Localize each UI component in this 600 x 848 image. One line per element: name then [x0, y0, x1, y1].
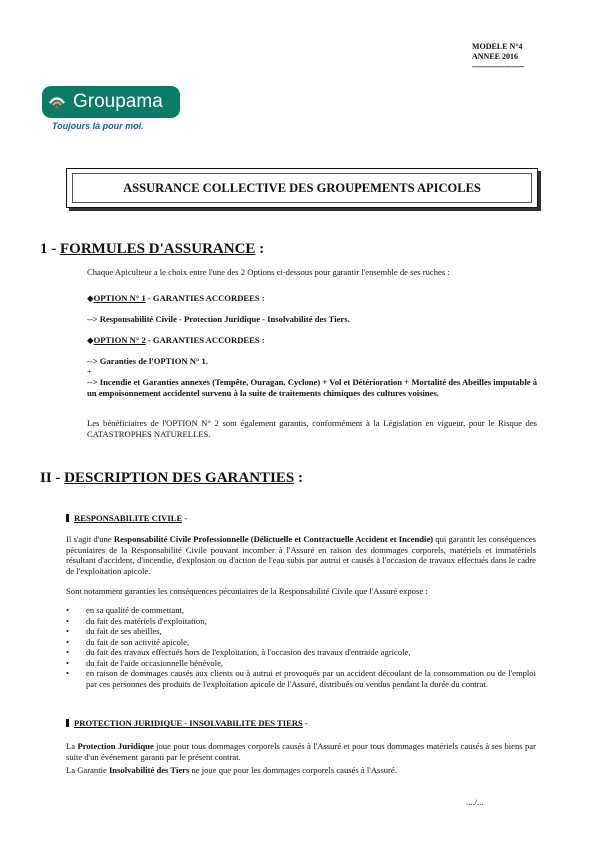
option-2-line-2: --> Incendie et Garanties annexes (Tempête, Ouragan, Cyclone) + Vol et Détérioration + Mortalité des Abeilles imputable à un empoisonnement accidentel survenu à la suite de traitements chimiques des cultures voisines. [87, 377, 537, 398]
section-2-title: DESCRIPTION DES GARANTIES [64, 470, 295, 486]
logo-badge [42, 86, 180, 118]
list-item-text: du fait de ses abeilles, [86, 626, 162, 636]
groupama-logo [42, 86, 180, 131]
pj-p1-end: joue pour tous dommages corporels causés à l'Assuré et pour tous dommages matériels causés à ses biens par suite d'un événement garanti par le présent contrat. [66, 741, 536, 762]
option-2-plus: + [87, 366, 92, 376]
option-1-coverage: --> Responsabilité Civile - Protection Juridique - Insolvabilité des Tiers. [87, 314, 350, 324]
rc-paragraph-1 [66, 534, 536, 576]
bullet-icon: • [66, 615, 70, 626]
section-2-number: II - [40, 470, 65, 486]
bullet-icon: • [66, 626, 70, 636]
option-1-rest: - GARANTIES ACCORDEES : [145, 293, 265, 303]
pj-subheading [66, 718, 308, 728]
continued-marker: ..../... [466, 797, 484, 807]
pj-p2-end: ne joue que pour les dommages corporels causés à l'Assuré. [189, 765, 397, 775]
square-bullet-icon [66, 514, 69, 522]
list-item-text: du fait de l'aide occasionnelle bénévole, [86, 657, 224, 668]
list-item-text: en raison de dommages causés aux clients ou à autrui et provoqués par un accident découlant de la consommation ou de l'emploi par ces personnes des produits de l'exploitation apicole de l'Assuré, distribués ou vendus pendant la durée du contrat. [86, 668, 536, 689]
list-item [66, 668, 536, 689]
option-1-diamond-icon: ◆ [87, 293, 94, 303]
list-item-text: du fait des travaux effectués hors de l'exploitation, à l'occasion des travaux d'entraide agricole, [86, 647, 411, 657]
section-1-colon: : [255, 241, 265, 257]
model-number: MODELE N°4 [472, 42, 523, 51]
option-2-line-1: --> Garanties de l'OPTION N° 1. [87, 356, 209, 366]
bullet-icon: • [66, 657, 70, 668]
rc-subheading [66, 513, 187, 523]
logo-tagline: Toujours là pour moi. [52, 121, 144, 131]
document-title: ASSURANCE COLLECTIVE DES GROUPEMENTS APICOLES [72, 173, 532, 203]
bullet-icon: • [66, 647, 70, 657]
list-item [66, 626, 536, 637]
list-item [66, 658, 536, 669]
option-2-label: OPTION N° 2 [93, 335, 146, 345]
rc-p1-end: qui garantit les conséquences pécuniaires de la Responsabilité Civile pouvant incomber à l'Assuré en raison des dommages corporels, matériels et immatériels résultant d'accident, d'incendie, d'explosion ou d'action de l'eau subis par autrui et causés à l'occasion de travaux effectués dans le cadre de l'exploitation apicole. [66, 534, 536, 576]
list-item [66, 647, 536, 658]
bullet-icon: • [66, 668, 70, 678]
title-frame [66, 168, 538, 208]
pj-p1-bold: Protection Juridique [77, 741, 154, 751]
section-2-heading [40, 470, 303, 487]
logo-name: Groupama [73, 91, 163, 112]
option-2-diamond-icon: ◆ [87, 335, 94, 345]
pj-p1-start: La [66, 741, 78, 751]
bullet-icon: • [66, 605, 70, 615]
model-year: ANNEE 2016 [472, 52, 519, 61]
list-item-text: en sa qualité de commettant, [86, 605, 185, 615]
rc-title: RESPONSABILITE CIVILE [74, 513, 183, 523]
option-1-label: OPTION N° 1 [93, 293, 146, 303]
rc-dash: - [182, 513, 188, 523]
list-item-text: du fait de son activité apicole, [86, 636, 190, 647]
section-1-number: 1 - [40, 241, 60, 257]
option-1-heading [87, 293, 265, 304]
section-1-heading [40, 241, 264, 258]
option-2-heading [87, 335, 265, 346]
rc-bullet-list [66, 605, 536, 689]
section-1-title: FORMULES D'ASSURANCE [60, 241, 256, 257]
section-2-colon: : [294, 470, 303, 486]
option-2-rest: - GARANTIES ACCORDEES : [145, 335, 265, 345]
square-bullet-icon [66, 719, 69, 727]
pj-dash: - [302, 718, 308, 728]
model-reference [472, 42, 524, 72]
rc-paragraph-2: Sont notamment garanties les conséquences pécuniaires de la Responsabilité Civile que l'Assuré expose : [66, 586, 428, 596]
pj-title: PROTECTION JURIDIQUE - INSOLVABILITE DES TIERS [74, 718, 303, 728]
logo-mark-icon [47, 92, 67, 112]
list-item [66, 605, 536, 616]
rc-p1-bold: Responsabilité Civile Professionnelle (Délictuelle et Contractuelle Accident et Incendie) [113, 534, 434, 544]
pj-p2-bold: Insolvabilité des Tiers [108, 765, 190, 775]
list-item [66, 616, 536, 627]
list-item-text: du fait des matériels d'exploitation, [86, 615, 207, 626]
catnat-note: Les bénéficiaires de l'OPTION N° 2 sont également garantis, conformément à la Législation en vigueur, pour le Risque des CATASTROPHES NATURELLES. [87, 418, 537, 439]
pj-paragraph-1 [66, 741, 536, 762]
list-item [66, 637, 536, 648]
model-rule: ------------------------ [472, 62, 524, 71]
bullet-icon: • [66, 636, 70, 647]
pj-paragraph-2 [66, 765, 536, 776]
pj-p2-start: La Garantie [66, 765, 109, 775]
rc-p1-start: Il s'agit d'une [66, 534, 114, 544]
section-1-intro: Chaque Apiculteur a le choix entre l'une des 2 Options ci-dessous pour garantir l'ensemble de ses ruches : [87, 267, 450, 277]
